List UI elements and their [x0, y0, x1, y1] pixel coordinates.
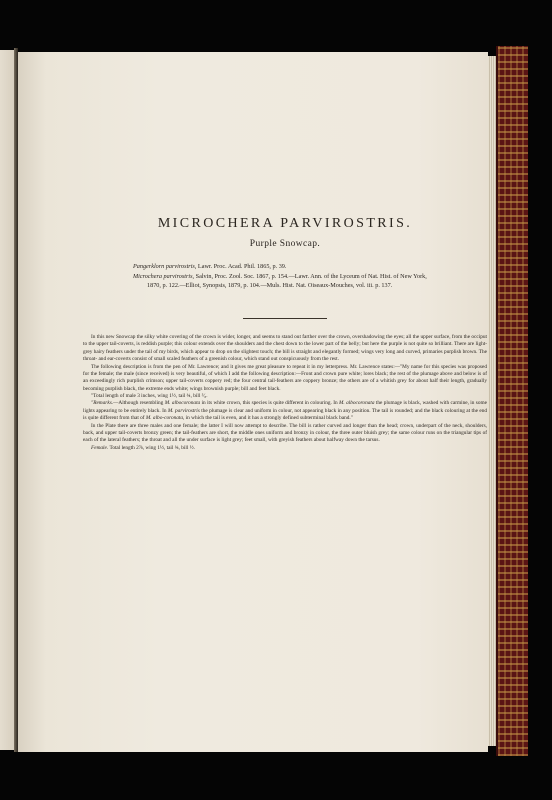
- decorative-binding-cover: [496, 46, 528, 756]
- paragraph-remarks: [83, 400, 487, 422]
- synonym-citation: Salvin, Proc. Zool. Soc. 1867, p. 154.—Lawr. Ann. of the Lyceum of Nat. Hist. of New York, 1870, p. 122.—Elliot, Synopsis, 1879, p. 104.—Muls. Hist. Nat. Oiseaux-Mouches, vol. iii. p. 137.: [147, 272, 427, 290]
- synonymy-block: [133, 262, 433, 291]
- paragraph-plate-description: In the Plate there are three males and one female; the latter I will now attempt to describe. The bill is rather curved and longer than the head; crown, underpart of the neck, shoulders, back, and upper tail-coverts bronzy green; the tail-feathers are short, the middle ones uniform and bronzy in colour, the three outer bluish grey; the same colour runs on the triangular tips of each of the lateral feathers; the throat and all the under surface is light grey; feet small, with greyish feathers about halfway down the tarsus.: [83, 422, 487, 444]
- synonym-entry: [133, 262, 433, 272]
- female-label: Female.: [91, 444, 109, 451]
- description-text: [83, 334, 487, 452]
- text-run: —Although resembling: [113, 400, 165, 407]
- page-content: [83, 52, 487, 742]
- paragraph-female-measurements: [83, 445, 487, 452]
- species-title: MICROCHERA PARVIROSTRIS.: [157, 216, 413, 231]
- paragraph-male-description: In this new Snowcap the silky white covering of the crown is wider, longer, and seems to stand out farther over the crown, overshadowing the eyes; all the upper surface, from the occiput to the upper tail-coverts, is reddish purple; this colour extends over the shoulders and the chest down to the lower part of the belly; but here the purple is not quite so brilliant. There are light-grey hairy feathers under the tail of my birds, which appear to drop on the slightest touch; the bill is straight and elegantly formed; wings very long and curved, primaries purplish brown. The throat- and ear-coverts consist of small scaled feathers of a greenish colour, which stand out conspicuously from the rest.: [83, 334, 487, 363]
- section-divider: [243, 318, 327, 319]
- species-name: M. albo-coronata: [145, 415, 184, 422]
- remarks-label: "Remarks.: [91, 400, 114, 407]
- species-name: M. albocoronata: [164, 400, 201, 407]
- common-name: Purple Snowcap.: [249, 239, 321, 249]
- text-run: in its white crown, this species is quite different in colouring. In: [200, 400, 340, 407]
- synonym-name: Pangerklorn parvirostris,: [133, 263, 197, 270]
- facing-page-edge: [0, 50, 14, 750]
- paragraph-lawrence-quote: The following description is from the pen of Mr. Lawrence; and it gives me great pleasure to repeat it in my letterpress. Mr. Lawrence states:—"My name for this species was proposed for the female; the male (since received) is very beautiful, of which I add the following description:—Front and crown pure white; lores black; the rest of the plumage above and below is of an exceedingly rich purplish crimson; upper tail-coverts coppery red; the four central tail-feathers are coppery bronze; the others are of a whitish grey for about half their length, gradually becoming purplish black, the extreme ends white; wings brownish purple; bill and feet black.: [83, 363, 487, 392]
- synonym-entry: [133, 272, 433, 291]
- text-run: the plumage is clear and uniform in colour, not appearing black in any position. The tail is rounded; and the black colouring at the end is quite different from that of: [83, 407, 487, 422]
- species-name: M. parvirostris: [167, 407, 200, 414]
- paragraph-measurements: "Total length of male 3 inches, wing 1½, tail ¾, bill ⁵⁄₈.: [91, 393, 208, 399]
- page-block-edges: [488, 56, 496, 746]
- synonym-name: Microchera parvirostris,: [133, 272, 195, 280]
- text-run: , in which the tail is even, and it has a strongly defined subterminal black band.": [183, 415, 353, 422]
- text-run: Total length 2⅞, wing 1½, tail ¾, bill ½.: [108, 444, 195, 451]
- species-name: M. albocoronata: [339, 400, 375, 407]
- text-run: the plumage is black, washed with carmine, in some lights appearing to be entirely black. In: [83, 400, 487, 414]
- synonym-citation: Lawr. Proc. Acad. Phil. 1865, p. 39.: [196, 263, 287, 270]
